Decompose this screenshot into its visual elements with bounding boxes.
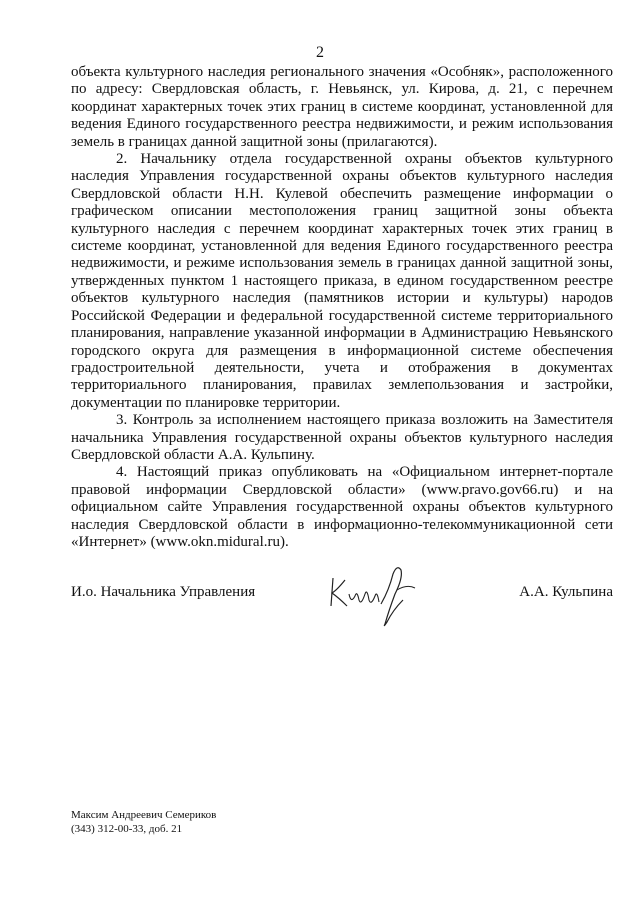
page-number: 2 [316,44,324,61]
handwritten-signature [311,560,431,630]
signature-block [71,560,613,630]
signatory-position: И.о. Начальника Управления [71,584,256,600]
executor-info [71,808,216,836]
executor-name: Максим Андреевич Семериков [71,809,217,821]
order-body [71,64,613,551]
paragraph-1-continuation: объекта культурного наследия регионального значения «Особняк», расположенного по адресу: Свердловская область, г. Невьянск, ул. Кирова, д. 21, с перечнем координат характерных точек этих границ в системе координат, установленной для ведения Единого государственного реестра недвижимости, и режим использования земель в границах данной защитной зоны (прилагаются). [71,64,613,150]
paragraph-4: 4. Настоящий приказ опубликовать на «Официальном интернет-портале правовой информации Свердловской области» (www.pravo.gov66.ru) и на официальном сайте Управления государственной охраны объектов культурного наследия Свердловской области в информационно-телекоммуникационной сети «Интернет» (www.okn.midural.ru). [71,464,613,550]
executor-phone: (343) 312-00-33, доб. 21 [71,823,183,835]
signatory-name: А.А. Кульпина [519,584,613,600]
paragraph-3: 3. Контроль за исполнением настоящего приказа возложить на Заместителя начальника Управления государственной охраны объектов культурного наследия Свердловской области А.А. Кульпину. [71,412,613,463]
paragraph-2: 2. Начальнику отдела государственной охраны объектов культурного наследия Управления государственной охраны объектов культурного наследия Свердловской области Н.Н. Кулевой обеспечить размещение информации о графическом описании местоположения границ защитной зоны объекта культурного наследия с перечнем координат характерных точек этих границ в системе координат, установленной для ведения Единого государственного реестра недвижимости, и режиме использования земель в границах данной защитной зоны, утвержденных пунктом 1 настоящего приказа, в едином государственном реестре объектов культурного наследия (памятников истории и культуры) народов Российской Федерации и федеральной государственной системе территориального планирования, направление указанной информации в Администрацию Невьянского городского округа для размещения в информационной системе обеспечения градостроительной деятельности, учета и отображения в документах территориального планирования, правилах землепользования и застройки, документации по планировке территории. [71,151,613,411]
